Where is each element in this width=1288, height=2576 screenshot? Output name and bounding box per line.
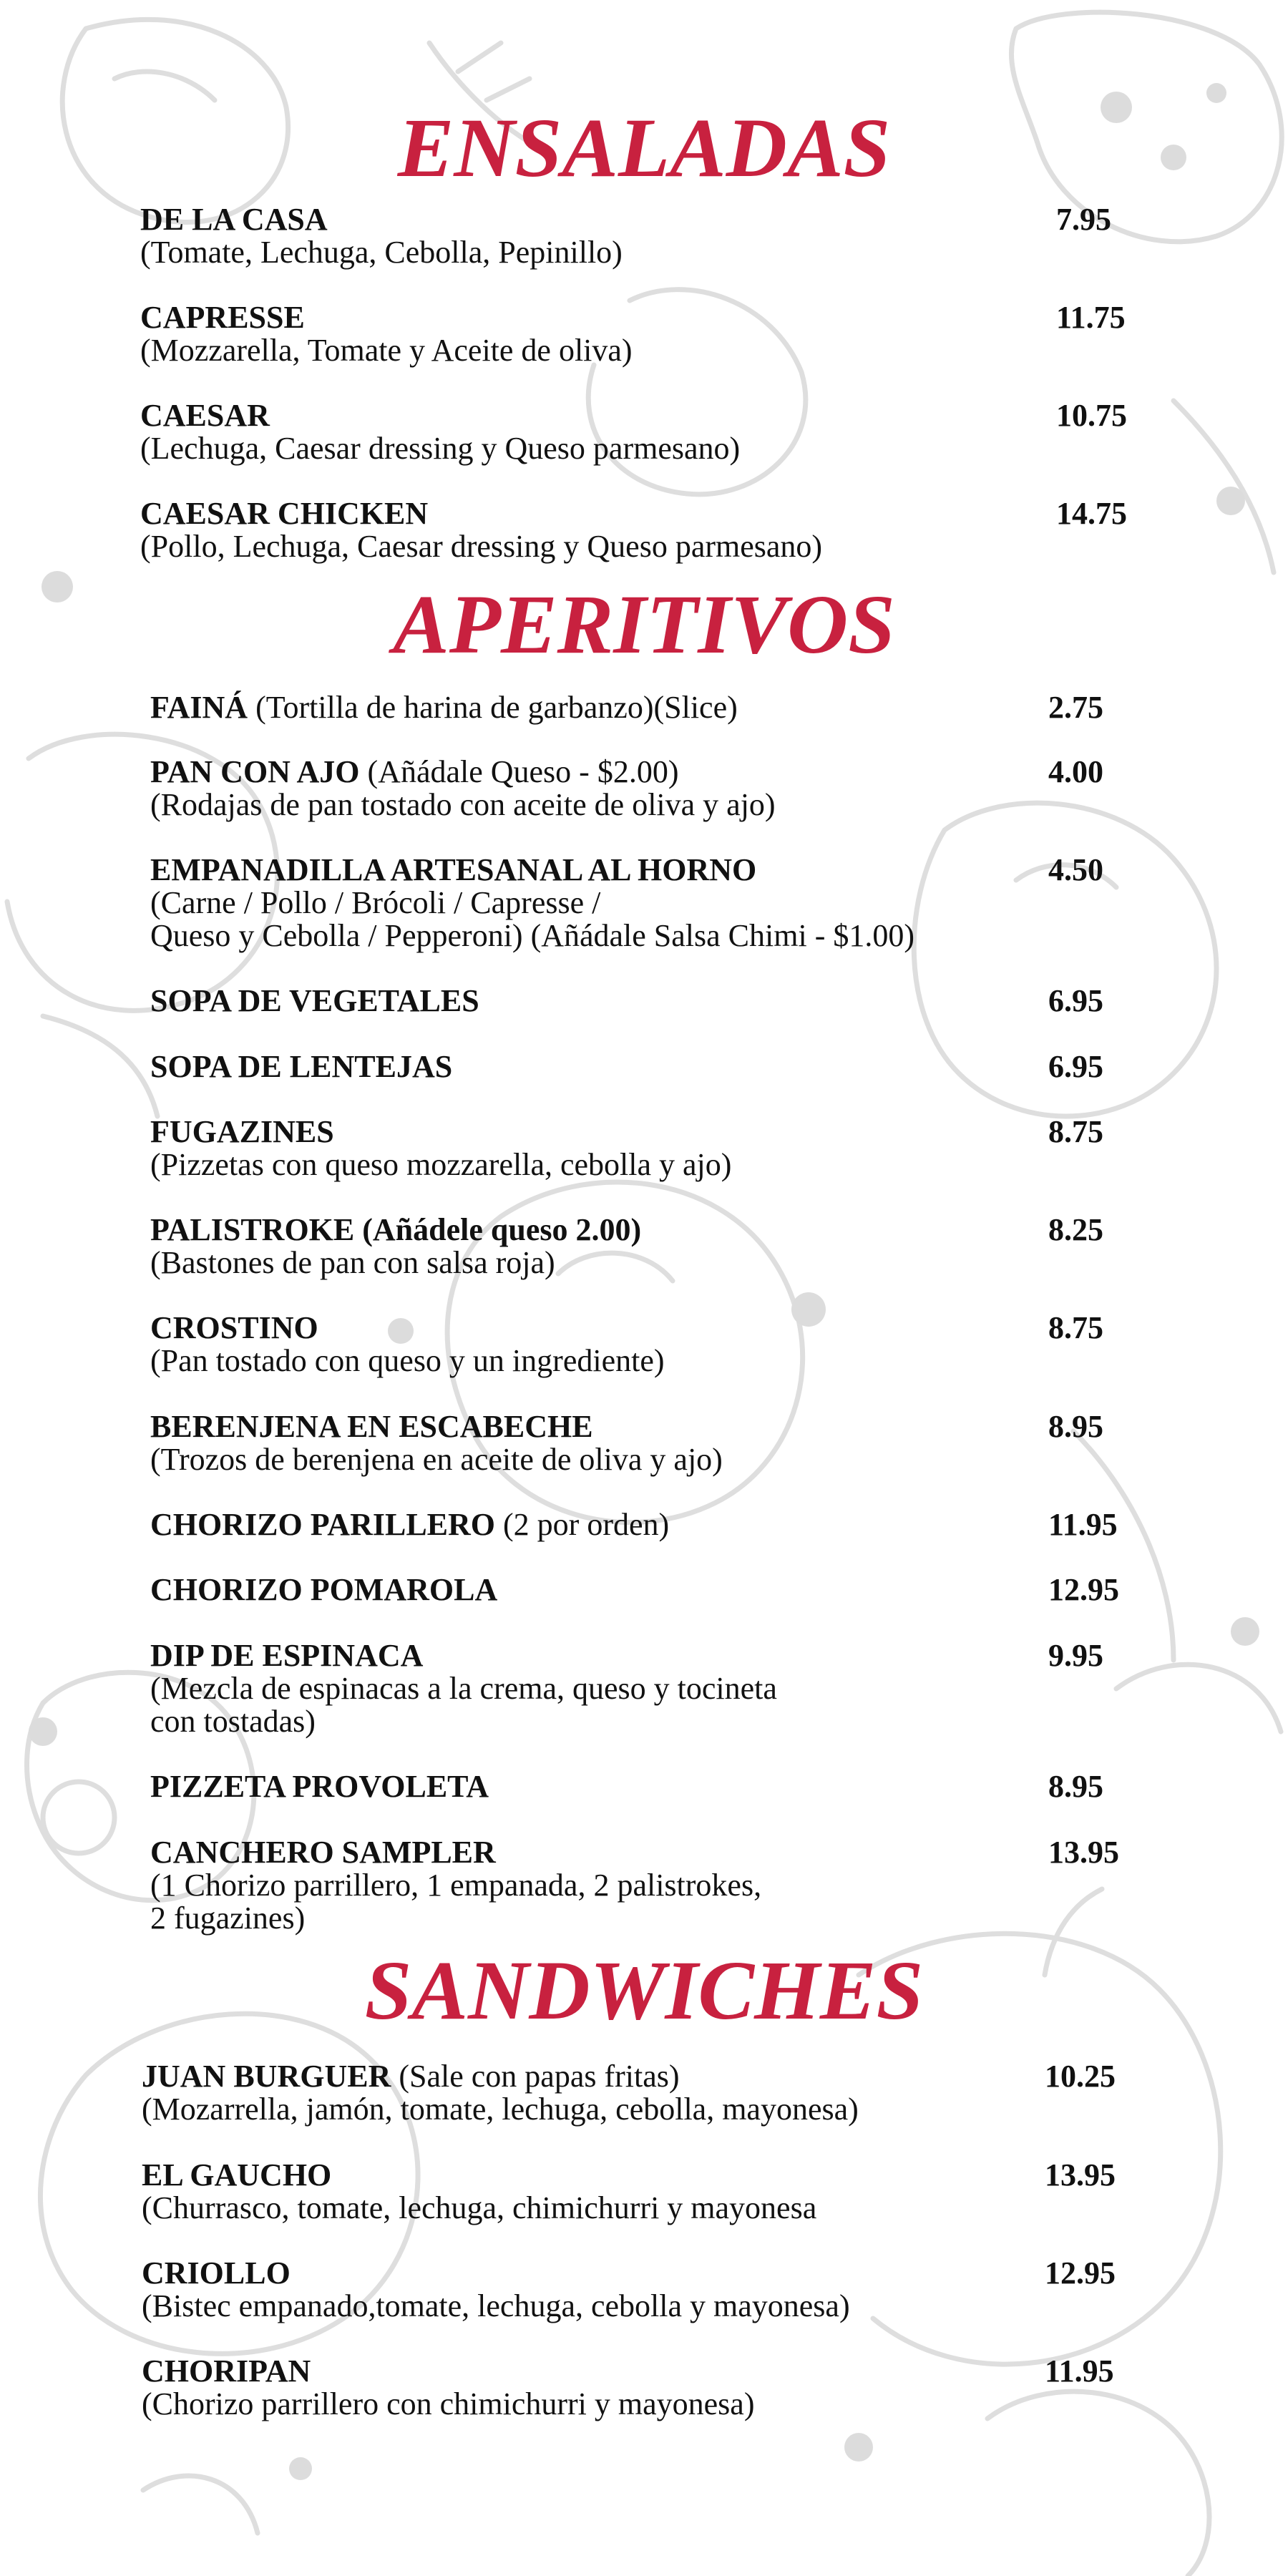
menu-item [150, 1770, 1224, 1803]
menu-item [150, 853, 1224, 952]
item-description: (Mozzarella, Tomate y Aceite de oliva) [140, 333, 633, 368]
item-description: (Tomate, Lechuga, Cebolla, Pepinillo) [140, 235, 623, 270]
item-name: DE LA CASA [140, 202, 328, 237]
menu-item [140, 203, 1214, 269]
menu-item [150, 1410, 1224, 1476]
menu-item [150, 1573, 1224, 1606]
item-name: CAESAR CHICKEN [140, 496, 429, 531]
menu-item [142, 2158, 1215, 2225]
item-name: CAESAR [140, 398, 270, 433]
item-name: BERENJENA EN ESCABECHE [150, 1409, 593, 1444]
item-note: (Sale con papas fritas) [391, 2059, 680, 2094]
item-price: 4.00 [1048, 754, 1103, 789]
item-price: 8.75 [1048, 1114, 1103, 1149]
item-name: CRIOLLO [142, 2255, 291, 2290]
item-name: FUGAZINES [150, 1114, 334, 1149]
item-description: (Churrasco, tomate, lechuga, chimichurri y mayonesa [142, 2190, 817, 2225]
menu-item [150, 1311, 1224, 1377]
item-note: (Añádale Queso - $2.00) [359, 754, 679, 789]
item-price: 12.95 [1045, 2255, 1116, 2290]
item-name: DIP DE ESPINACA [150, 1638, 424, 1673]
menu-item [150, 1213, 1224, 1279]
item-price: 12.95 [1048, 1572, 1119, 1607]
section-title: APERITIVOS [393, 577, 895, 671]
menu-item [150, 1835, 1224, 1935]
item-price: 11.95 [1045, 2353, 1114, 2389]
item-name: CHORIPAN [142, 2353, 311, 2389]
item-name: PALISTROKE (Añádele queso 2.00) [150, 1212, 642, 1247]
item-price: 6.95 [1048, 983, 1103, 1018]
menu-item [150, 691, 1224, 724]
item-description: (Pollo, Lechuga, Caesar dressing y Queso parmesano) [140, 529, 823, 564]
item-price: 8.75 [1048, 1310, 1103, 1345]
item-description: (1 Chorizo parrillero, 1 empanada, 2 palistrokes, [150, 1868, 762, 1903]
item-description: (Chorizo parrillero con chimichurri y mayonesa) [142, 2386, 755, 2421]
menu-item [142, 2059, 1215, 2126]
item-description: (Mezcla de espinacas a la crema, queso y tocineta [150, 1671, 777, 1706]
item-price: 8.95 [1048, 1409, 1103, 1444]
item-price: 10.75 [1056, 398, 1127, 433]
item-name: CROSTINO [150, 1310, 318, 1345]
item-price: 8.95 [1048, 1769, 1103, 1804]
item-description: (Lechuga, Caesar dressing y Queso parmesano) [140, 431, 741, 466]
item-description: (Mozarrella, jamón, tomate, lechuga, cebolla, mayonesa) [142, 2092, 859, 2127]
item-name: CAPRESSE [140, 300, 305, 335]
item-name: PAN CON AJO [150, 754, 360, 789]
item-price: 11.75 [1056, 300, 1126, 335]
item-description: (Trozos de berenjena en aceite de oliva y ajo) [150, 1442, 723, 1477]
menu-item [140, 399, 1214, 465]
item-description: (Rodajas de pan tostado con aceite de oliva y ajo) [150, 787, 776, 822]
item-name: CHORIZO POMAROLA [150, 1572, 498, 1607]
item-description: (Carne / Pollo / Brócoli / Capresse / [150, 885, 601, 920]
menu-item [142, 2354, 1215, 2421]
item-name: SOPA DE LENTEJAS [150, 1049, 453, 1084]
item-price: 6.95 [1048, 1049, 1103, 1084]
item-name: PIZZETA PROVOLETA [150, 1769, 489, 1804]
item-price: 13.95 [1048, 1835, 1119, 1870]
item-name: EMPANADILLA ARTESANAL AL HORNO [150, 852, 757, 887]
item-price: 10.25 [1045, 2059, 1116, 2094]
item-name: FAINÁ [150, 690, 248, 725]
item-name: SOPA DE VEGETALES [150, 983, 479, 1018]
item-description: (Pizzetas con queso mozzarella, cebolla y ajo) [150, 1147, 732, 1182]
item-price: 11.95 [1048, 1507, 1118, 1542]
item-description: (Bistec empanado,tomate, lechuga, cebolla y mayonesa) [142, 2288, 850, 2323]
menu-item [150, 1050, 1224, 1083]
item-name: JUAN BURGUER [142, 2059, 391, 2094]
item-price: 2.75 [1048, 690, 1103, 725]
item-name: CHORIZO PARILLERO [150, 1507, 496, 1542]
menu-item [150, 1115, 1224, 1181]
menu-item [140, 301, 1214, 367]
menu-item [142, 2256, 1215, 2323]
item-price: 9.95 [1048, 1638, 1103, 1673]
menu-item [150, 984, 1224, 1018]
section-title: SANDWICHES [364, 1943, 924, 2037]
section-title: ENSALADAS [397, 101, 891, 195]
item-price: 14.75 [1056, 496, 1127, 531]
item-price: 4.50 [1048, 852, 1103, 887]
item-description: 2 fugazines) [150, 1901, 306, 1936]
item-note: (2 por orden) [495, 1507, 670, 1542]
menu-item [150, 755, 1224, 821]
item-price: 8.25 [1048, 1212, 1103, 1247]
menu-item [140, 497, 1214, 563]
item-description: con tostadas) [150, 1704, 316, 1739]
item-price: 7.95 [1056, 202, 1111, 237]
item-name: CANCHERO SAMPLER [150, 1835, 496, 1870]
item-note: (Tortilla de harina de garbanzo)(Slice) [248, 690, 738, 725]
menu-item [150, 1508, 1224, 1541]
item-price: 13.95 [1045, 2157, 1116, 2192]
item-description: Queso y Cebolla / Pepperoni) (Añádale Salsa Chimi - $1.00) [150, 918, 915, 953]
item-description: (Bastones de pan con salsa roja) [150, 1245, 555, 1280]
menu-item [150, 1639, 1224, 1738]
item-description: (Pan tostado con queso y un ingrediente) [150, 1343, 665, 1378]
item-name: EL GAUCHO [142, 2157, 332, 2192]
